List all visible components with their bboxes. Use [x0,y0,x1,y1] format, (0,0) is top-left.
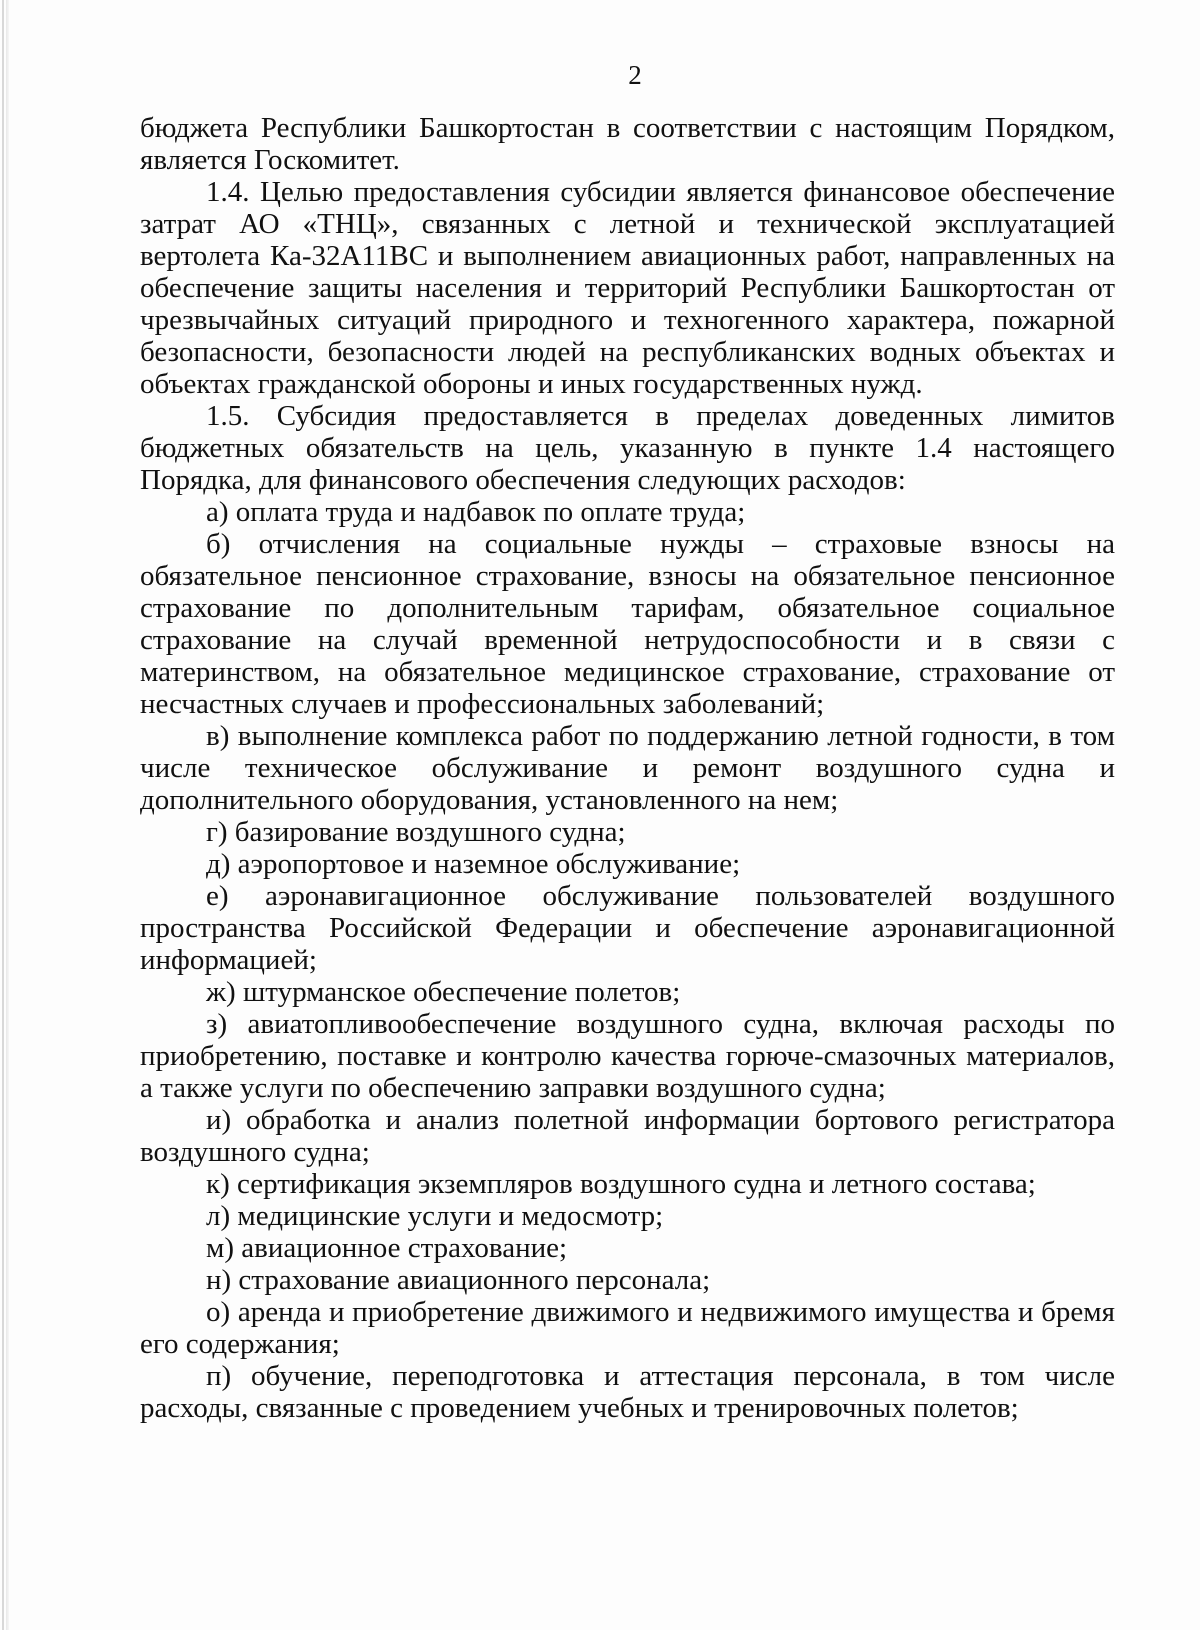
list-item-i: и) обработка и анализ полетной информации бортового регистратора воздушного судна; [140,1104,1115,1168]
list-item-l: л) медицинские услуги и медосмотр; [206,1200,664,1232]
list-item-v: в) выполнение комплекса работ по поддержанию летной годности, в том числе техническое обслуживание и ремонт воздушного судна и дополнительного оборудования, установленного на нем; [140,720,1115,816]
list-item-o: о) аренда и приобретение движимого и недвижимого имущества и бремя его содержания; [140,1296,1115,1360]
list-item-m: м) авиационное страхование; [206,1232,568,1264]
list-item-zh: ж) штурманское обеспечение полетов; [206,976,681,1008]
paragraph-1-4: 1.4. Целью предоставления субсидии является финансовое обеспечение затрат АО «ТНЦ», связанных с летной и технической эксплуатацией вертолета Ка-32А11ВС и выполнением авиационных работ, направленных на обеспечение защиты населения и территорий Республики Башкортостан от чрезвычайных ситуаций природного и техногенного характера, пожарной безопасности, безопасности людей на республиканских водных объектах и объектах гражданской обороны и иных государственных нужд. [140,176,1115,400]
document-body [140,112,1115,1424]
list-item-z: з) авиатопливообеспечение воздушного судна, включая расходы по приобретению, поставке и контролю качества горюче-смазочных материалов, а также услуги по обеспечению заправки воздушного судна; [140,1008,1115,1104]
list-item-a: а) оплата труда и надбавок по оплате труда; [206,496,746,528]
list-item-p: п) обучение, переподготовка и аттестация персонала, в том числе расходы, связанные с проведением учебных и тренировочных полетов; [140,1360,1115,1424]
list-item-d: д) аэропортовое и наземное обслуживание; [206,848,741,880]
page-number: 2 [628,60,642,90]
list-item-k: к) сертификация экземпляров воздушного судна и летного состава; [206,1168,1036,1200]
list-item-b: б) отчисления на социальные нужды – страховые взносы на обязательное пенсионное страхование, взносы на обязательное пенсионное страхование по дополнительным тарифам, обязательное социальное страхование на случай временной нетрудоспособности и в связи с материнством, на обязательное медицинское страхование, страхование от несчастных случаев и профессиональных заболеваний; [140,528,1115,720]
paragraph-continuation: бюджета Республики Башкортостан в соответствии с настоящим Порядком, является Госкомитет. [140,112,1115,176]
paragraph-1-5: 1.5. Субсидия предоставляется в пределах доведенных лимитов бюджетных обязательств на цель, указанную в пункте 1.4 настоящего Порядка, для финансового обеспечения следующих расходов: [140,400,1115,496]
list-item-g: г) базирование воздушного судна; [206,816,626,848]
list-item-n: н) страхование авиационного персонала; [206,1264,711,1296]
scan-edge [6,0,9,1630]
list-item-e: е) аэронавигационное обслуживание пользователей воздушного пространства Российской Федерации и обеспечение аэронавигационной информацией; [140,880,1115,976]
